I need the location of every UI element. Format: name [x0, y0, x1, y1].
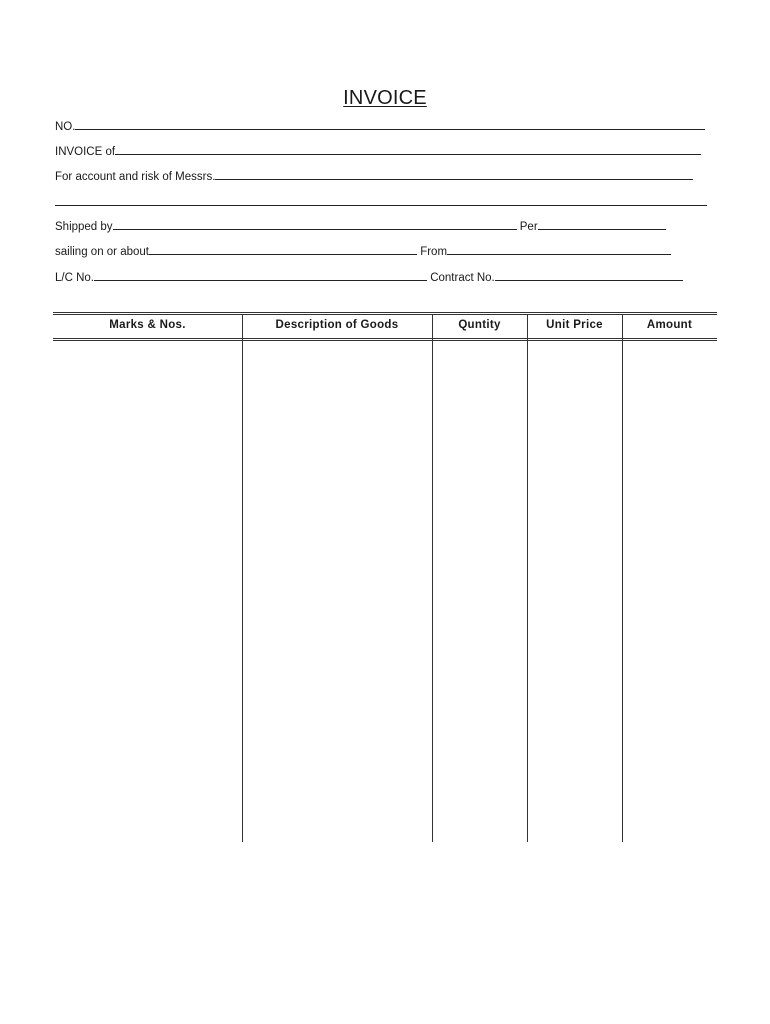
field-contract-input[interactable]: [495, 269, 683, 281]
field-invoice-of-input[interactable]: [115, 143, 701, 155]
field-no-input[interactable]: [75, 118, 705, 130]
field-no: [55, 118, 705, 134]
header-marks-nos: Marks & Nos.: [109, 319, 186, 331]
field-lc-label: L/C No.: [55, 272, 94, 284]
field-sailing-label: sailing on or about: [55, 246, 149, 258]
invoice-title-text: INVOICE: [343, 87, 427, 109]
field-from-label: From: [420, 246, 448, 258]
field-invoice-of-label: INVOICE of: [55, 146, 116, 158]
field-lc-input[interactable]: [94, 269, 427, 281]
column-divider: [622, 314, 623, 842]
field-per-input[interactable]: [538, 218, 666, 230]
field-account-continuation: [55, 194, 707, 210]
field-no-label: NO.: [55, 121, 76, 133]
invoice-title: [0, 87, 770, 110]
table-header-rule-inner: [53, 340, 717, 341]
field-sailing: [55, 243, 671, 259]
field-account-continuation-input[interactable]: [55, 194, 707, 206]
column-divider: [242, 314, 243, 842]
header-quantity: Quntity: [458, 319, 501, 331]
field-shipped-by-label: Shipped by: [55, 221, 113, 233]
field-account: [55, 168, 693, 184]
header-unit-price: Unit Price: [546, 319, 603, 331]
field-shipped-by-input[interactable]: [113, 218, 517, 230]
table-header-rule: [53, 338, 717, 339]
field-account-label: For account and risk of Messrs.: [55, 171, 216, 183]
field-sailing-input[interactable]: [149, 243, 417, 255]
header-description: Description of Goods: [275, 319, 399, 331]
table-top-rule: [53, 312, 717, 313]
field-account-input[interactable]: [215, 168, 693, 180]
header-amount: Amount: [646, 319, 693, 331]
column-divider: [432, 314, 433, 842]
field-lc: [55, 269, 683, 285]
field-invoice-of: [55, 143, 701, 159]
field-from-input[interactable]: [447, 243, 671, 255]
field-contract-label: Contract No.: [430, 272, 495, 284]
field-per-label: Per: [519, 221, 538, 233]
field-shipped-by: [55, 218, 666, 234]
table-top-rule-inner: [53, 314, 717, 315]
column-divider: [527, 314, 528, 842]
